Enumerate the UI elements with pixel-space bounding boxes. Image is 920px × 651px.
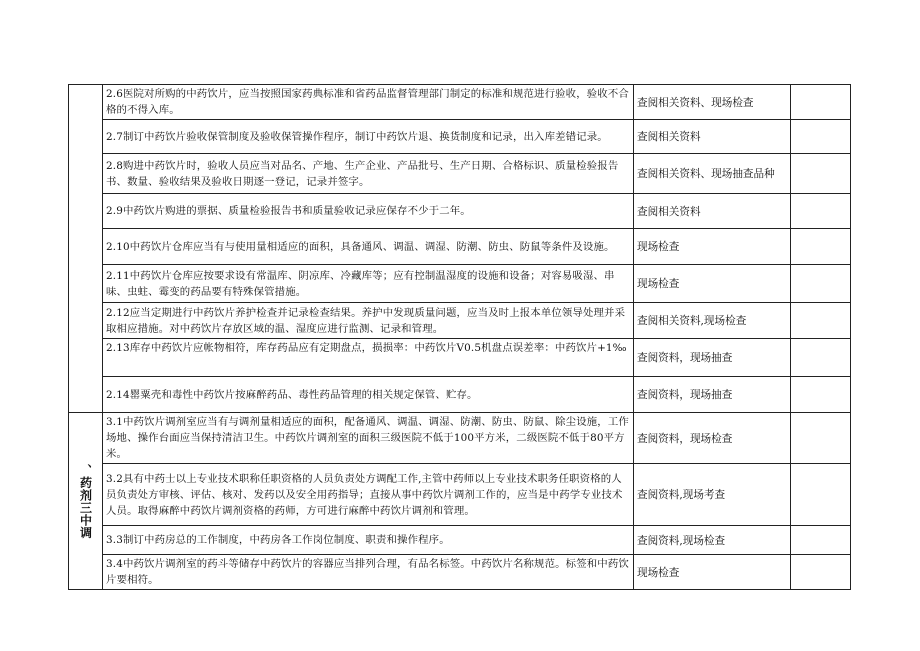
method-cell: 查阅资料，现场抽查 [634, 339, 791, 377]
section-2-label-cell [69, 85, 103, 413]
table-row [69, 526, 851, 555]
score-cell [791, 85, 851, 120]
score-cell [791, 229, 851, 265]
method-cell: 查阅相关资料、现场检查 [634, 85, 791, 120]
method-cell: 现场检查 [634, 555, 791, 590]
requirement-cell: 3.2具有中药士以上专业技术职称任职资格的人员负责处方调配工作,主管中药师以上专业技术职务任职资格的人员负责处方审核、评估、核对、发药以及安全用药指导；直接从事中药饮片调剂工作的，应当是中药学专业技术人员。取得麻醉中药饮片调剂资格的药师，方可进行麻醉中药饮片调剂和管理。 [103, 464, 634, 526]
score-cell [791, 526, 851, 555]
table-row [69, 303, 851, 339]
method-cell: 查阅资料,现场考查 [634, 464, 791, 526]
method-cell: 现场检查 [634, 265, 791, 303]
table-row [69, 555, 851, 590]
requirement-cell: 2.12应当定期进行中药饮片养护检查并记录检查结果。养护中发现质量问题，应当及时上报本单位领导处理并采取相应措施。对中药饮片存放区域的温、湿度应进行监测、记录和管理。 [103, 303, 634, 339]
method-cell: 查阅资料,现场检查 [634, 526, 791, 555]
method-cell: 查阅相关资料 [634, 120, 791, 154]
section-3-label-cell [69, 413, 103, 590]
score-cell [791, 154, 851, 194]
table-row [69, 377, 851, 413]
requirement-cell: 2.9中药饮片购进的票据、质量检验报告书和质量验收记录应保存不少于二年。 [103, 194, 634, 229]
score-cell [791, 265, 851, 303]
score-cell [791, 194, 851, 229]
table-row [69, 265, 851, 303]
table-row [69, 413, 851, 464]
requirement-cell: 3.4中药饮片调剂室的药斗等储存中药饮片的容器应当排列合理，有品名标签。中药饮片名称规范。标签和中药饮片要相符。 [103, 555, 634, 590]
requirement-cell: 2.6医院对所购的中药饮片，应当按照国家药典标准和省药品监督管理部门制定的标准和规范进行验收，验收不合格的不得入库。 [103, 85, 634, 120]
method-cell: 查阅资料，现场抽查 [634, 377, 791, 413]
table-row [69, 194, 851, 229]
method-cell: 查阅相关资料,现场检查 [634, 303, 791, 339]
requirement-cell: 3.3制订中药房总的工作制度，中药房各工作岗位制度、职责和操作程序。 [103, 526, 634, 555]
method-cell: 现场检查 [634, 229, 791, 265]
section-3-label: 、药剂三中调 [78, 463, 93, 539]
requirement-cell: 2.14罂粟壳和毒性中药饮片按麻醉药品、毒性药品管理的相关规定保管、贮存。 [103, 377, 634, 413]
score-cell [791, 339, 851, 377]
score-cell [791, 120, 851, 154]
table-row [69, 154, 851, 194]
method-cell: 查阅相关资料、现场抽查品种 [634, 154, 791, 194]
score-cell [791, 413, 851, 464]
requirement-cell: 2.13库存中药饮片应帐物相符，库存药品应有定期盘点，损损率：中药饮片V0.5机盘点误差率：中药饮片+1‰ [103, 339, 634, 377]
inspection-table [68, 84, 851, 590]
table-row [69, 229, 851, 265]
score-cell [791, 555, 851, 590]
table-row [69, 120, 851, 154]
requirement-cell: 2.11中药饮片仓库应按要求设有常温库、阴凉库、冷藏库等；应有控制温湿度的设施和设备；对容易吸湿、串味、虫蛀、霉变的药品要有特殊保管措施。 [103, 265, 634, 303]
method-cell: 查阅相关资料 [634, 194, 791, 229]
score-cell [791, 377, 851, 413]
requirement-cell: 2.8购进中药饮片时，验收人员应当对品名、产地、生产企业、产品批号、生产日期、合格标识、质量检验报告书、数量、验收结果及验收日期逐一登记，记录并签字。 [103, 154, 634, 194]
requirement-cell: 2.10中药饮片仓库应当有与使用量相适应的面积，具备通风、调温、调湿、防潮、防虫、防鼠等条件及设施。 [103, 229, 634, 265]
requirement-cell: 2.7制订中药饮片验收保管制度及验收保管操作程序，制订中药饮片退、换货制度和记录，出入库差错记录。 [103, 120, 634, 154]
requirement-cell: 3.1中药饮片调剂室应当有与调剂量相适应的面积，配备通风、调温、调湿、防潮、防虫、防鼠、除尘设施，工作场地、操作台面应当保持清洁卫生。中药饮片调剂室的面积三级医院不低于100平方米，二级医院不低于80平方米。 [103, 413, 634, 464]
table-row [69, 339, 851, 377]
table-row [69, 464, 851, 526]
score-cell [791, 303, 851, 339]
method-cell: 查阅资料，现场检查 [634, 413, 791, 464]
table-row [69, 85, 851, 120]
score-cell [791, 464, 851, 526]
